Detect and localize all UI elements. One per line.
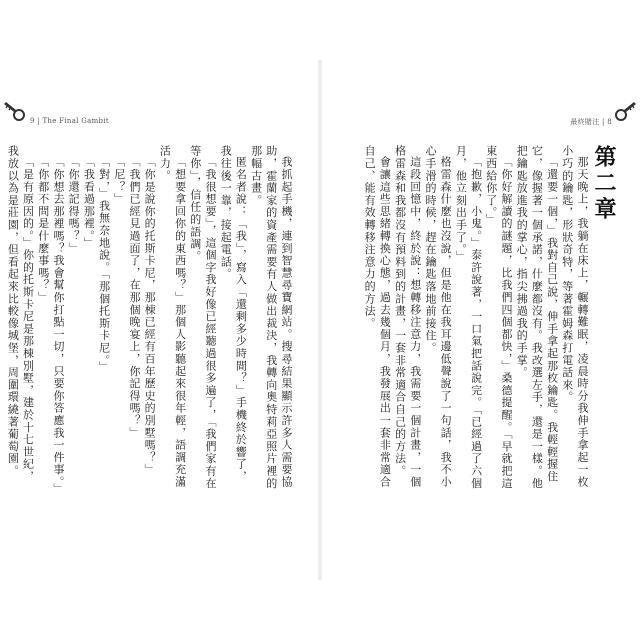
paragraph: 會讓這些思緒轉換心態，過去幾個月，我發展出一套非常適合自己、能有效轉移注意力的方法。 <box>363 145 392 489</box>
paragraph: 匿名者說：「我」，寫入「還剩多少時間？」手機終於響了，我往後一靠，接起電話。 <box>219 145 248 483</box>
paragraph: 「還要一個，」我對自己說，伸手拿起那枚鑰匙。我輕輕握住它，像握著一個承諾，什麼都沒有。我改選左手，還是一樣。他把鑰匙放進我的掌心，指尖拂過我的手掌。 <box>515 145 559 490</box>
paragraph: 「想要拿回你的東西嗎？」那個人影聽起來很年輕，語調充滿活力。 <box>158 145 187 489</box>
key-icon <box>2 96 26 126</box>
paragraph: 「你還記得嗎？」 <box>67 156 81 255</box>
paragraph: 「尼？」 <box>112 156 126 206</box>
paragraph: 「對，」我無奈地說。「那個托斯卡尼。」 <box>97 156 111 374</box>
running-header: 9 | The Final Gambit <box>30 117 109 125</box>
paragraph: 這段回憶中，終於說：想轉移注意力，我需要一個計畫，一個格雷森和我都沒有預料到的計畫，一套非常適合自己的方法。 <box>393 145 422 489</box>
paragraph: 「你好解讀的謎題，比我們四個都快，」桑德提醒。「早就把這東西給你了。」 <box>484 145 513 490</box>
paragraph: 我抓起手機，連到智慧尋寶網站。搜尋結果顯示許多人需要協助，霍蘭家的資產需要有人做出裁決，我轉向奧特莉亞照片裡的那幅古畫。 <box>249 145 293 490</box>
paragraph: 「我們已經見過面了，在那個晚宴上，你記得嗎？」 <box>127 156 141 439</box>
paragraph: 那天晚上，我躺在床上，輾轉難眠，凌晨時分我伸手拿起一枚小巧的鑰匙，形狀奇特，等著霍姆森打電話來。 <box>560 145 589 489</box>
paragraph: 「抱歉，小鬼。」泰許說著，一口氣把話說完。「已經過了六個月，他立刻出手了。」 <box>454 145 483 490</box>
paragraph: 「我看過那裡。」 <box>82 156 96 249</box>
right-page <box>322 0 640 640</box>
key-icon <box>614 96 638 126</box>
paragraph: 「你想去那裡嗎？我會幫你打點一切，只要你答應我一件事。」 <box>51 156 65 495</box>
running-header: 最終賭注 | 8 <box>570 118 612 126</box>
chapter-title: 第二章 <box>591 145 617 223</box>
left-page <box>0 0 318 640</box>
body-text <box>340 145 590 490</box>
paragraph: 「你是說你的托斯卡尼，那棟已經有百年歷史的別墅嗎？」 <box>143 156 157 476</box>
paragraph: 「是有原因的。」你的托斯卡尼是那棟別墅，建於十七世紀，我放以為是莊園，但看起來比較像城堡，周圍環繞著葡萄園。 <box>6 145 35 483</box>
paragraph: 格雷森什麼也沒說，但是他在我耳邊低聲說了一句話，我不小心手滑的時候，趕在鑰匙落地前接住。 <box>423 145 453 489</box>
paragraph: 「你都不問是什麼事嗎？」 <box>36 156 50 304</box>
paragraph: 「我很想要」，這個字我好像已經聽過很多遍了，「我們家有在等你」，信任的語調。 <box>188 145 217 490</box>
body-text <box>6 145 294 495</box>
